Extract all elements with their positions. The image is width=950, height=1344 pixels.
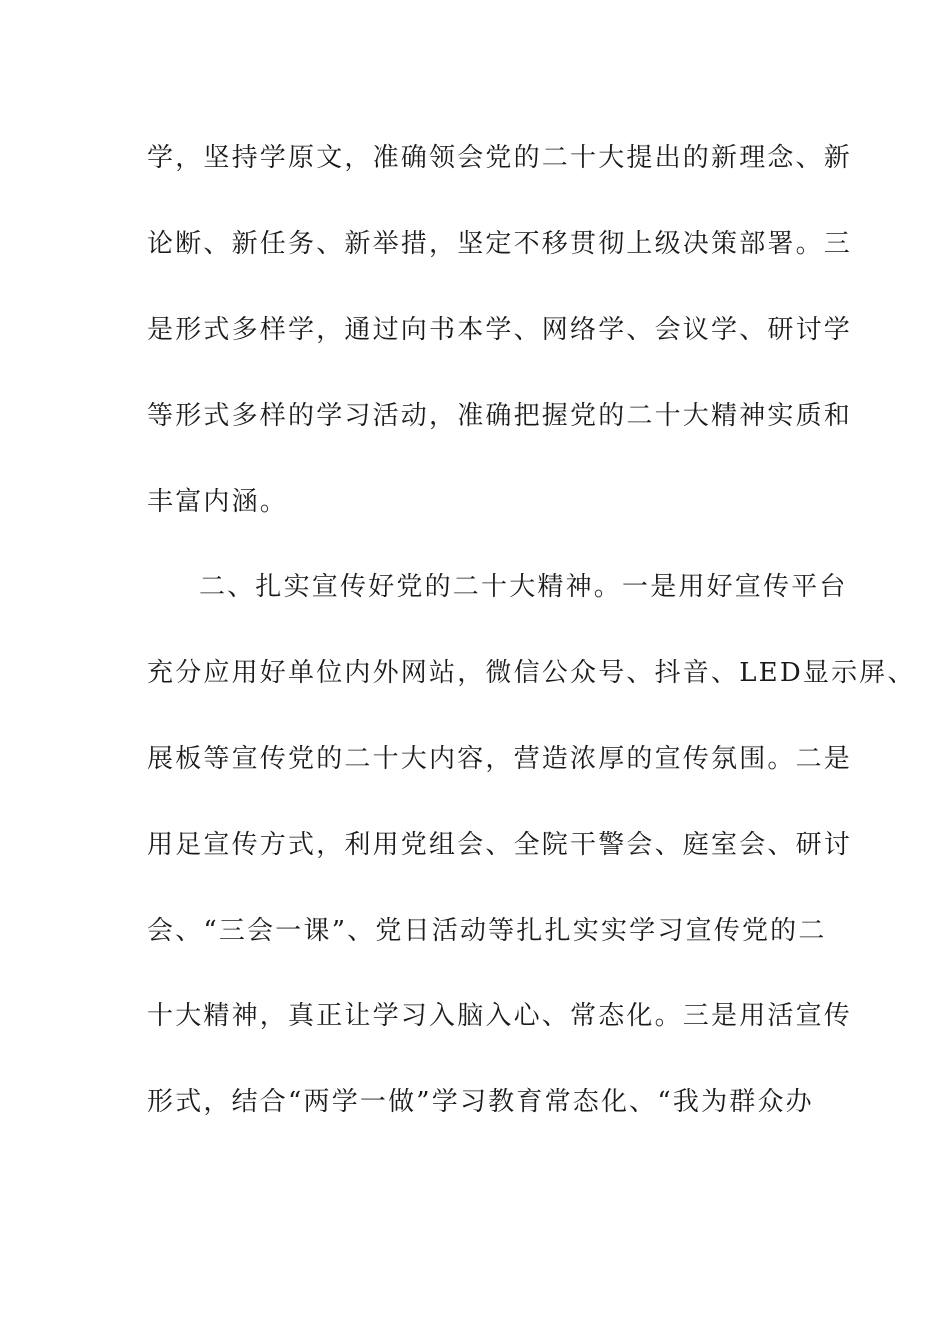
text-line: 充分应用好单位内外网站，微信公众号、抖音、LED显示屏、 xyxy=(147,658,916,688)
text-line: 丰富内涵。 xyxy=(147,487,289,517)
text-line: 学，坚持学原文，准确领会党的二十大提出的新理念、新 xyxy=(147,143,853,173)
text-line: 等形式多样的学习活动，准确把握党的二十大精神实质和 xyxy=(147,401,853,431)
text-line: 形式，结合“两学一做”学习教育常态化、“我为群众办 xyxy=(147,1087,814,1117)
text-line: 是形式多样学，通过向书本学、网络学、会议学、研讨学 xyxy=(147,315,853,345)
text-line: 用足宣传方式，利用党组会、全院干警会、庭室会、研讨 xyxy=(147,830,853,860)
text-line: 论断、新任务、新举措，坚定不移贯彻上级决策部署。三 xyxy=(147,229,853,259)
text-line: 会、“三会一课”、党日活动等扎扎实实学习宣传党的二 xyxy=(147,916,827,946)
text-line: 展板等宣传党的二十大内容，营造浓厚的宣传氛围。二是 xyxy=(147,744,853,774)
section-heading-line: 二、扎实宣传好党的二十大精神。一是用好宣传平台 xyxy=(199,572,848,602)
text-line: 十大精神，真正让学习入脑入心、常态化。三是用活宣传 xyxy=(147,1001,853,1031)
